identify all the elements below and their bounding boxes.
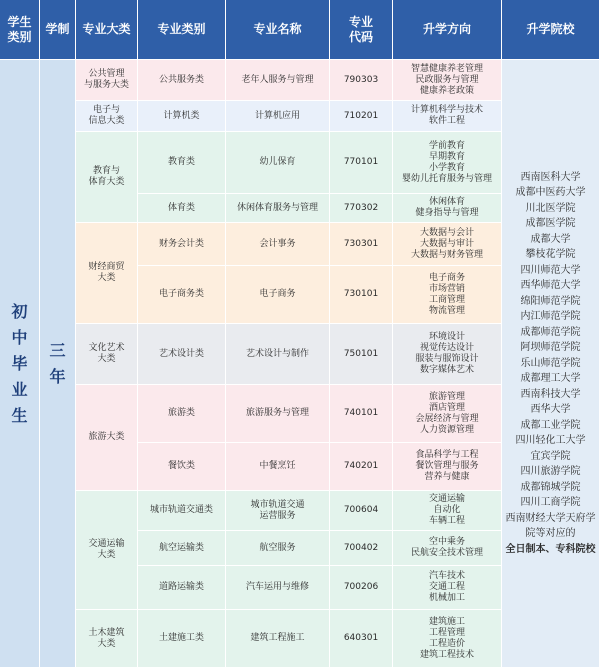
header-student-type (0, 0, 40, 60)
header-major-code (330, 0, 393, 60)
major-class-cell (138, 60, 226, 101)
major-class-cell-text: 航空运输类 (158, 542, 204, 553)
school-item: 四川师范大学 (520, 264, 581, 276)
direction-cell (393, 531, 502, 566)
major-name-cell (226, 385, 330, 443)
major-big-class-cell-text: 交通运输 大类 (88, 539, 125, 560)
major-name-cell (226, 194, 330, 223)
major-code-cell (330, 491, 393, 531)
direction-cell-text: 计算机科学与技术 软件工程 (410, 105, 483, 126)
direction-cell (393, 223, 502, 266)
school-item: 成都锦城学院 (520, 481, 581, 493)
major-name-cell-text: 建筑工程施工 (250, 633, 305, 643)
major-big-class-cell-text: 文化艺术 大类 (88, 343, 125, 364)
school-item: 成都医学院 (525, 218, 576, 230)
major-big-class-cell-text: 公共管理 与服务大类 (83, 69, 129, 90)
direction-cell-text: 休闲体育 健身指导与管理 (415, 197, 479, 218)
school-item: 四川工商学院 (520, 497, 581, 509)
major-big-class-cell (76, 324, 138, 385)
major-code-cell-text: 740101 (343, 408, 379, 418)
schools-footer: 全日制本、专科院校 (505, 543, 596, 555)
direction-cell (393, 266, 502, 324)
major-name-cell-text: 老年人服务与管理 (241, 74, 314, 85)
direction-cell-text: 电子商务 市场营销 工商管理 物流管理 (428, 272, 465, 316)
header-major-big-class-text: 专业大类 (82, 22, 131, 36)
header-schooling (40, 0, 76, 60)
major-code-cell (330, 101, 393, 132)
header-major-class-text: 专业类别 (157, 22, 206, 36)
major-name-cell (226, 491, 330, 531)
major-code-cell (330, 443, 393, 491)
major-code-cell (330, 566, 393, 610)
school-item: 成都工业学院 (520, 419, 581, 431)
major-code-cell-text: 730101 (343, 289, 379, 299)
major-big-class-cell (76, 610, 138, 668)
direction-cell-text: 建筑施工 工程管理 工程造价 建筑工程技术 (419, 616, 474, 660)
school-item: 川北医学院 (525, 202, 576, 214)
school-item: 西南科技大学 (520, 388, 581, 400)
student-type-cell (0, 60, 40, 668)
major-name-cell-text: 计算机应用 (254, 110, 300, 121)
header-major-name (226, 0, 330, 60)
major-class-cell (138, 610, 226, 668)
direction-cell (393, 443, 502, 491)
school-item: 西华师范大学 (520, 280, 581, 292)
direction-cell-text: 交通运输 自动化 车辆工程 (428, 494, 465, 526)
direction-cell-text: 智慧健康养老管理 民政服务与管理 健康养老政策 (410, 63, 483, 96)
major-big-class-cell (76, 101, 138, 132)
major-code-cell (330, 223, 393, 266)
major-class-cell-text: 计算机类 (163, 110, 200, 121)
major-class-cell-text: 体育类 (167, 202, 195, 213)
major-code-cell (330, 610, 393, 668)
major-code-cell-text: 790303 (343, 74, 379, 85)
major-class-cell-text: 电子商务类 (158, 289, 204, 299)
major-code-cell (330, 266, 393, 324)
major-class-cell (138, 101, 226, 132)
major-code-cell-text: 770101 (343, 157, 379, 167)
major-code-cell (330, 132, 393, 194)
major-class-cell-text: 财务会计类 (158, 238, 204, 249)
direction-cell (393, 324, 502, 385)
major-name-cell-text: 休闲体育服务与管理 (236, 202, 318, 213)
school-item: 成都师范学院 (520, 326, 581, 338)
direction-cell (393, 132, 502, 194)
schools-cell (502, 60, 600, 668)
major-name-cell-text: 幼儿保育 (259, 157, 296, 167)
major-name-cell (226, 531, 330, 566)
header-major-code-text: 专业 代码 (348, 14, 373, 44)
major-name-cell (226, 266, 330, 324)
major-class-cell-text: 土建施工类 (158, 633, 204, 643)
school-item: 成都大学 (530, 233, 571, 245)
major-name-cell (226, 60, 330, 101)
major-code-cell-text: 740201 (343, 461, 379, 471)
major-name-cell (226, 610, 330, 668)
major-code-cell-text: 750101 (343, 348, 379, 359)
major-class-cell (138, 194, 226, 223)
major-name-cell (226, 223, 330, 266)
school-item: 西南财经大学天府学院等对应的 (505, 512, 596, 540)
major-class-cell-text: 公共服务类 (158, 74, 204, 85)
school-item: 西南医科大学 (520, 171, 581, 183)
major-code-cell (330, 385, 393, 443)
student-type-cell-text: 初 中 毕 业 生 (11, 301, 28, 425)
school-item: 西华大学 (530, 404, 571, 416)
schooling-cell-text: 三 年 (49, 340, 66, 386)
major-class-cell-text: 城市轨道交通类 (149, 505, 213, 515)
major-name-cell (226, 324, 330, 385)
major-class-cell-text: 旅游类 (167, 408, 195, 418)
direction-cell (393, 60, 502, 101)
major-big-class-cell-text: 土木建筑 大类 (88, 627, 125, 649)
major-class-cell-text: 餐饮类 (167, 461, 195, 471)
header-student-type-text: 学生 类别 (7, 14, 32, 44)
direction-cell-text: 食品科学与工程 餐饮管理与服务 营养与健康 (415, 450, 479, 482)
major-class-cell (138, 223, 226, 266)
major-big-class-cell-text: 教育与 体育大类 (88, 166, 125, 187)
major-name-cell (226, 132, 330, 194)
major-name-cell-text: 中餐烹饪 (259, 461, 296, 471)
header-schooling-text: 学制 (45, 22, 70, 36)
direction-cell-text: 空中乘务 民航安全技术管理 (410, 537, 483, 558)
major-code-cell (330, 194, 393, 223)
school-item: 阿坝师范学院 (520, 342, 581, 354)
major-class-cell (138, 531, 226, 566)
major-name-cell (226, 443, 330, 491)
direction-cell (393, 610, 502, 668)
major-code-cell (330, 531, 393, 566)
major-name-cell-text: 会计事务 (259, 238, 296, 249)
header-direction-text: 升学方向 (422, 22, 471, 36)
major-name-cell (226, 566, 330, 610)
direction-cell-text: 旅游管理 酒店管理 会展经济与管理 人力资源管理 (415, 391, 479, 435)
direction-cell (393, 566, 502, 610)
major-big-class-cell-text: 财经商贸 大类 (88, 262, 125, 283)
major-name-cell-text: 城市轨道交通 运营服务 (250, 499, 305, 521)
school-item: 攀枝花学院 (525, 249, 576, 261)
school-item: 四川轻化工大学 (515, 435, 586, 447)
major-class-cell-text: 教育类 (167, 157, 195, 167)
major-code-cell-text: 700206 (343, 582, 379, 592)
major-class-cell (138, 385, 226, 443)
major-name-cell-text: 旅游服务与管理 (245, 408, 309, 418)
major-big-class-cell (76, 223, 138, 324)
major-name-cell-text: 艺术设计与制作 (245, 348, 309, 359)
direction-cell (393, 385, 502, 443)
major-big-class-cell-text: 电子与 信息大类 (88, 105, 125, 126)
direction-cell-text: 汽车技术 交通工程 机械加工 (428, 571, 465, 603)
major-name-cell (226, 101, 330, 132)
major-name-cell-text: 航空服务 (259, 542, 296, 553)
major-name-cell-text: 汽车运用与维修 (245, 582, 309, 592)
major-class-cell-text: 艺术设计类 (158, 348, 204, 359)
major-name-cell-text: 电子商务 (259, 289, 296, 299)
school-item: 宜宾学院 (530, 450, 571, 462)
header-major-class (138, 0, 226, 60)
school-item: 成都理工大学 (520, 373, 581, 385)
header-direction (393, 0, 502, 60)
school-item: 乐山师范学院 (520, 357, 581, 369)
direction-cell-text: 大数据与会计 大数据与审计 大数据与财务管理 (410, 227, 483, 260)
major-class-cell (138, 491, 226, 531)
direction-cell (393, 101, 502, 132)
schools-list (502, 170, 599, 558)
direction-cell-text: 环境设计 视觉传达设计 服装与服饰设计 数字媒体艺术 (415, 332, 479, 375)
school-item: 成都中医药大学 (515, 187, 586, 199)
school-item: 绵阳师范学院 (520, 295, 581, 307)
major-class-cell (138, 566, 226, 610)
major-big-class-cell-text: 旅游大类 (88, 432, 125, 442)
header-schools-text: 升学院校 (526, 22, 575, 36)
schooling-cell (40, 60, 76, 668)
major-class-cell (138, 324, 226, 385)
major-code-cell (330, 60, 393, 101)
major-class-cell (138, 266, 226, 324)
major-big-class-cell (76, 491, 138, 610)
major-class-cell-text: 道路运输类 (158, 582, 204, 592)
major-code-cell (330, 324, 393, 385)
header-schools (502, 0, 600, 60)
school-item: 四川旅游学院 (520, 466, 581, 478)
major-big-class-cell (76, 60, 138, 101)
major-code-cell-text: 730301 (343, 238, 379, 249)
major-big-class-cell (76, 132, 138, 223)
major-big-class-cell (76, 385, 138, 491)
major-class-cell (138, 443, 226, 491)
direction-cell-text: 学前教育 早期教育 小学教育 婴幼儿托育服务与管理 (401, 140, 492, 184)
major-code-cell-text: 640301 (343, 633, 379, 643)
header-major-big-class (76, 0, 138, 60)
direction-cell (393, 491, 502, 531)
major-class-cell (138, 132, 226, 194)
major-code-cell-text: 700402 (343, 542, 379, 553)
major-code-cell-text: 710201 (343, 110, 379, 121)
major-code-cell-text: 700604 (343, 505, 379, 515)
header-major-name-text: 专业名称 (253, 22, 302, 36)
direction-cell (393, 194, 502, 223)
major-code-cell-text: 770302 (343, 202, 379, 213)
school-item: 内江师范学院 (520, 311, 581, 323)
